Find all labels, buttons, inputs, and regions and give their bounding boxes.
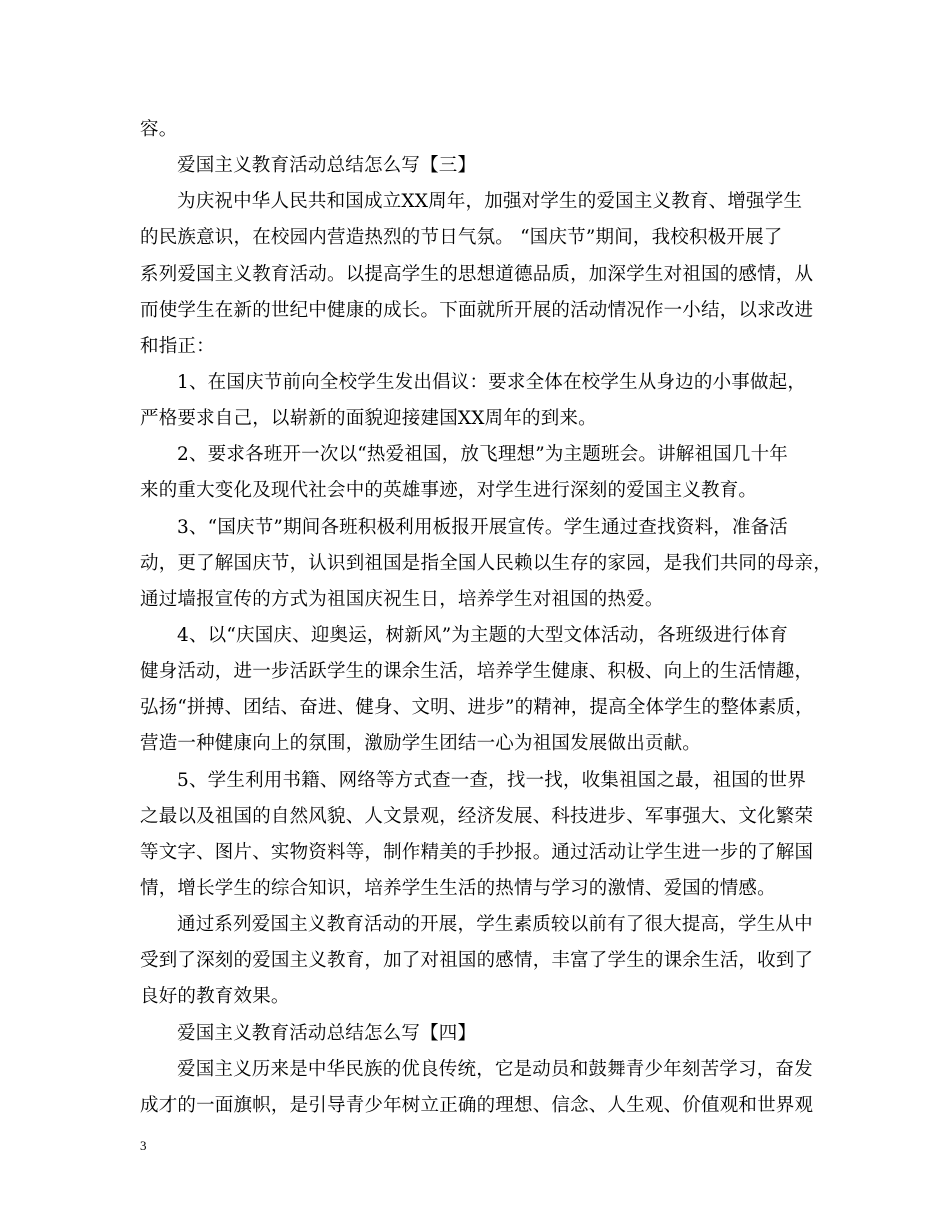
paragraph-line: 容。: [140, 119, 178, 140]
list-item-line: 等文字、图片、实物资料等，制作精美的手抄报。通过活动让学生进一步的了解国: [140, 841, 814, 863]
list-item-line: 弘扬“拼搏、团结、奋进、健身、文明、进步”的精神，提高全体学生的整体素质，: [140, 697, 814, 719]
list-item-line: 严格要求自己，以崭新的面貌迎接建国XX周年的到来。: [140, 408, 597, 430]
section-heading: 爱国主义教育活动总结怎么写【三】: [177, 155, 477, 177]
paragraph-line: 的民族意识，在校园内营造热烈的节日气氛。 “国庆节”期间，我校积极开展了: [140, 227, 783, 249]
list-item-line: 3、“国庆节”期间各班积极利用板报开展宣传。学生通过查找资料，准备活: [177, 516, 788, 538]
list-item-line: 4、以“庆国庆、迎奥运，树新风”为主题的大型文体活动，各班级进行体育: [177, 624, 788, 646]
list-item-line: 1、在国庆节前向全校学生发出倡议：要求全体在校学生从身边的小事做起，: [177, 371, 807, 393]
paragraph-line: 和指正：: [140, 335, 215, 357]
list-item-line: 情，增长学生的综合知识，培养学生生活的热情与学习的激情、爱国的情感。: [140, 877, 776, 899]
paragraph-line: 系列爱国主义教育活动。以提高学生的思想道德品质，加深学生对祖国的感情，从: [140, 263, 814, 285]
section-heading: 爱国主义教育活动总结怎么写【四】: [177, 1022, 477, 1044]
list-item-line: 营造一种健康向上的氛围，激励学生团结一心为祖国发展做出贡献。: [140, 733, 702, 755]
list-item-line: 2、要求各班开一次以“热爱祖国，放飞理想”为主题班会。讲解祖国几十年: [177, 444, 788, 466]
list-item-line: 通过墙报宣传的方式为祖国庆祝生日，培养学生对祖国的热爱。: [140, 588, 664, 610]
list-item-line: 健身活动，进一步活跃学生的课余生活，培养学生健康、积极、向上的生活情趣，: [140, 661, 814, 683]
paragraph-line: 爱国主义历来是中华民族的优良传统，它是动员和鼓舞青少年刻苦学习，奋发: [177, 1058, 813, 1080]
list-item-line: 来的重大变化及现代社会中的英雄事迹，对学生进行深刻的爱国主义教育。: [140, 480, 758, 502]
list-item-line: 动，更了解国庆节，认识到祖国是指全国人民赖以生存的家园，是我们共同的母亲，: [140, 552, 832, 574]
page-number: 3: [140, 1138, 147, 1153]
list-item-line: 5、学生利用书籍、网络等方式查一查，找一找，收集祖国之最，祖国的世界: [177, 769, 807, 791]
paragraph-line: 良好的教育效果。: [140, 986, 290, 1008]
paragraph-line: 受到了深刻的爱国主义教育，加了对祖国的感情，丰富了学生的课余生活，收到了: [140, 950, 814, 972]
document-body: [140, 112, 832, 1124]
list-item-line: 之最以及祖国的自然风貌、人文景观，经济发展、科技进步、军事强大、文化繁荣: [140, 805, 814, 827]
paragraph-line: 而使学生在新的世纪中健康的成长。下面就所开展的活动情况作一小结，以求改进: [140, 299, 814, 321]
paragraph-line: 为庆祝中华人民共和国成立XX周年，加强对学生的爱国主义教育、增强学生: [177, 191, 803, 213]
paragraph-line: 成才的一面旗帜，是引导青少年树立正确的理想、信念、人生观、价值观和世界观: [140, 1094, 814, 1116]
paragraph-line: 通过系列爱国主义教育活动的开展，学生素质较以前有了很大提高，学生从中: [177, 914, 813, 936]
